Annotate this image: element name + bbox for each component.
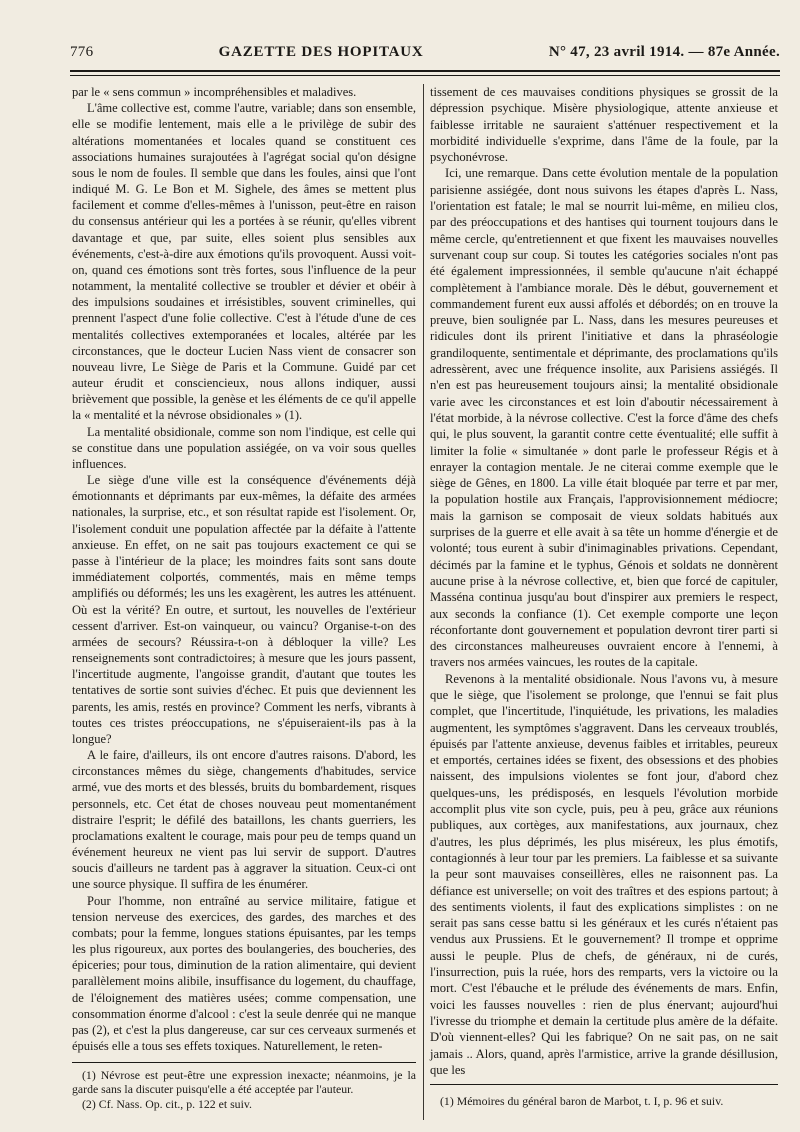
paragraph: La mentalité obsidionale, comme son nom l'indique, est celle qui se constitue dans une population assiégée, on va voir sous quelles influences. [72,424,416,471]
header-rule-thick [70,70,780,72]
paragraph: L'âme collective est, comme l'autre, variable; dans son ensemble, elle se modifie lentement, mais elle a le privilège de subir des altérations momentanées et locales quand se constituent ces associations humaines surajoutées à l'agrégat social qu'on désigne sous le nom de foules. Il semble que dans les foules, ainsi que l'ont indiqué M. G. Le Bon et M. Sighele, des âmes se mettent plus facilement et comme d'elles-mêmes à l'unisson, peut-être en raison du consensus antérieur qui les a portées à se réunir, qu'elles vibrent davantage et que, par suite, elles soient plus sensibles aux événements, c'est-à-dire aux émotions qu'ils provoquent. Aussi voit-on, quand ces émotions sont très fortes, sous l'influence de la peur notamment, la mentalité collective se troubler et dévier et obéir à des impulsions soudaines et irrésistibles, souvent criminelles, qui prennent l'aspect d'une folie collective. C'est à l'étude d'une de ces mentalités collectives extemporanées et locales, altérée par les circonstances, que le docteur Lucien Nass vient de consacrer son nouveau livre, Le Siège de Paris et la Commune. Guidé par cet auteur érudit et consciencieux, nous allons indiquer, aussi brièvement que possible, la genèse et les éléments de ce qu'il appelle la « mentalité et la névrose obsidionales » (1). [72,101,416,423]
right-column [430,84,778,1078]
footnote: (1) Névrose est peut-être une expression inexacte; néanmoins, je la garde sans la discuter puisqu'elle a été acceptée par l'auteur. [72,1068,416,1097]
paragraph: Pour l'homme, non entraîné au service militaire, fatigue et tension nerveuse des exercices, des gardes, des marches et des combats; pour la femme, longues stations épuisantes, par les temps les plus rigoureux, aux portes des boulangeries, des boucheries, des épiceries; pour tous, diminution de la ration alimentaire, qui devient parallèlement moins alibile, insuffisance du logement, du chauffage, de l'éloignement des matières usées; comme compensation, une consommation énorme d'alcool : c'est la seule denrée qui ne manque pas (2), et c'est la plus dangereuse, car sur ces cerveaux surmenés et épuisés elle a tous ses effets toxiques. Naturellement, le reten- [72,893,416,1054]
footnote-rule [430,1084,778,1085]
running-header [70,44,780,66]
footnotes-left [72,1068,416,1111]
paragraph: tissement de ces mauvaises conditions physiques se grossit de la dépression psychique. Misère physiologique, attente anxieuse et faiblesse irritable ne sauraient s'atténuer respectivement et la morbidité individuelle s'exprime, dans l'âme de la foule, par la psychonévrose. [430,85,778,165]
paragraph: Revenons à la mentalité obsidionale. Nous l'avons vu, à mesure que le siège, que l'isolement se prolonge, que l'ennui se fait plus complet, que l'incertitude, l'inquiétude, les privations, les maladies augmentent, les symptômes s'aggravent. Dans les cerveaux troublés, épuisés par l'attente anxieuse, devenus faibles et irritables, peureux et emportés, certaines idées se fixent, des obsessions et des phobies naissent, des impulsions violentes se font jour, d'abord chez quelques-uns, les prédisposés, en lesquels l'évolution morbide accomplit plus vite son cycle, puis, peu à peu, grâce aux réunions publiques, aux cortèges, aux manifestations, aux journaux, chez d'autres, les plus déprimés, les plus miséreux, les plus émotifs, contagionnés à leur tour par les premiers. La faiblesse et sa suivante la peur sont mauvaises conseillères, elles ne raisonnent pas. La défiance est universelle; on voit des traîtres et des espions partout; à des sentiments violents, il faut des explications simplistes : on ne serait pas sans cesse battu si les généraux et les curés n'étaient pas vendus aux Prussiens. Et le gouvernement? Il trompe et opprime aussi le peuple. Plus de chefs, de généraux, ni de curés, l'insurrection, puis la ruée, hors des remparts, vers la victoire ou la mort. C'est l'ébauche et le prélude des événements de mars. Enfin, voici les fausses nouvelles : rien de plus énervant; aujourd'hui l'ivresse du triomphe et demain la certitude plus amère de la défaite. D'où viennent-elles? Qui les fabrique? On ne sait pas, on ne sait jamais .. Alors, quand, après l'armistice, arrive la grande désillusion, que les [430,671,778,1077]
header-rule-thin [70,75,780,76]
paragraph: A le faire, d'ailleurs, ils ont encore d'autres raisons. D'abord, les circonstances mêmes du siège, changements d'habitudes, service armé, vue des morts et des blessés, bruits du bombardement, risques personnels, etc. Cet état de choses nouveau peut momentanément distraire l'esprit; le défilé des bataillons, les chants guerriers, les proclamations exaltent le courage, mais pour peu de temps quand un événement heureux ne vient pas lui servir de support. D'autres soucis d'ailleurs ne tardent pas à aggraver la situation. Ceux-ci ont une source physique. Il suffira de les énumérer. [72,748,416,892]
column-divider [423,84,424,1120]
footnotes-right [430,1094,778,1108]
footnote: (2) Cf. Nass. Op. cit., p. 122 et suiv. [82,1096,252,1111]
paragraph: par le « sens commun » incompréhensibles et maladives. [72,85,357,99]
page-number: 776 [70,44,94,60]
paragraph: Le siège d'une ville est la conséquence d'événements déjà émotionnants et déprimants par eux-mêmes, la défaite des armées nationales, la surprise, etc., et son résultat rapide est l'isolement. Or, l'isolement conduit une population affectée par la défaite à l'attente anxieuse. En effet, on ne sait pas toujours exactement ce qui se passe à l'intérieur de la place; les moindres faits sont sans doute immédiatement colportés, commentés, mais en même temps amplifiés ou déformés; les uns les exagèrent, les autres les atténuent. Où est la vérité? En outre, et surtout, les nouvelles de l'extérieur cessent d'arriver. Est-on vainqueur, ou vaincu? Organise-t-on des armées de secours? Réussira-t-on à débloquer la ville? Les renseignements sont contradictoires; à mesure que les jours passent, l'incertitude augmente, l'angoisse grandit, d'autant que toutes les tentatives de sortie sont suivies d'échec. Et puis que deviennent les parents, les amis, restés en province? Comment les nerfs, vibrants à toutes ces tristes préoccupations, ne s'épuiseraient-ils pas à la longue? [72,473,416,746]
footnote-rule [72,1062,416,1063]
footnote: (1) Mémoires du général baron de Marbot, t. I, p. 96 et suiv. [440,1094,724,1108]
paragraph: Ici, une remarque. Dans cette évolution mentale de la population parisienne assiégée, dont nous suivons les étapes d'après L. Nass, l'orientation est fatale; le mal se nourrit lui-même, en milieu clos, par des préoccupations et des hantises qui tournent toujours dans le même cercle, qu'entretiennent et que fixent les mauvaises nouvelles survenant coup sur coup. Si toutes les catégories sociales n'ont pas été également impressionnées, il semble qu'aucune n'ait échappé complètement à l'ambiance morale. Dès le début, gouvernement et commandement furent eux aussi affolés et débordés; on en trouve la preuve, bien soulignée par L. Nass, dans les mesures peureuses et ridicules dont ils prirent l'initiative et dans la phraséologie grandiloquente, sentimentale et déprimante, des proclamations qu'ils adressèrent, avec une fréquence insolite, aux Parisiens assiégés. Il n'en est pas heureusement toujours ainsi; la mentalité obsidionale varie avec les circonstances et est loin d'aboutir nécessairement à l'état morbide, à la névrose collective. C'est la force d'âme des chefs qui, le plus souvent, la garantit contre cette éventualité; elle suffit à limiter la folie « simultanée » dont parle le professeur Régis et à enrayer la contagion mentale. Je ne citerai comme exemple que le siège de Gênes, en 1800. La ville était bloquée par terre et par mer, la population hostile aux Français, l'approvisionnement médiocre; mais la garnison se composait de vieux soldats habitués aux surprises de la guerre et elle avait à sa tête un homme d'énergie et de volonté; tous eurent à subir d'inimaginables privations. Cependant, décimés par la famine et le typhus, Génois et soldats ne donnèrent aucune prise à la névrose collective, et, bien que forcé de capituler, Masséna continua jusqu'au bout d'inspirer aux premiers le respect, aux seconds la confiance (1). Cet exemple comporte une leçon réconfortante dont gouvernement et population devront tirer parti si des circonstances malheureuses ouvraient encore à l'ennemi, à travers nos armées vaincues, les routes de la capitale. [430,166,778,670]
left-column [72,84,416,1054]
issue-info: N° 47, 23 avril 1914. — 87e Année. [548,44,780,60]
journal-title: GAZETTE DES HOPITAUX [218,44,424,60]
